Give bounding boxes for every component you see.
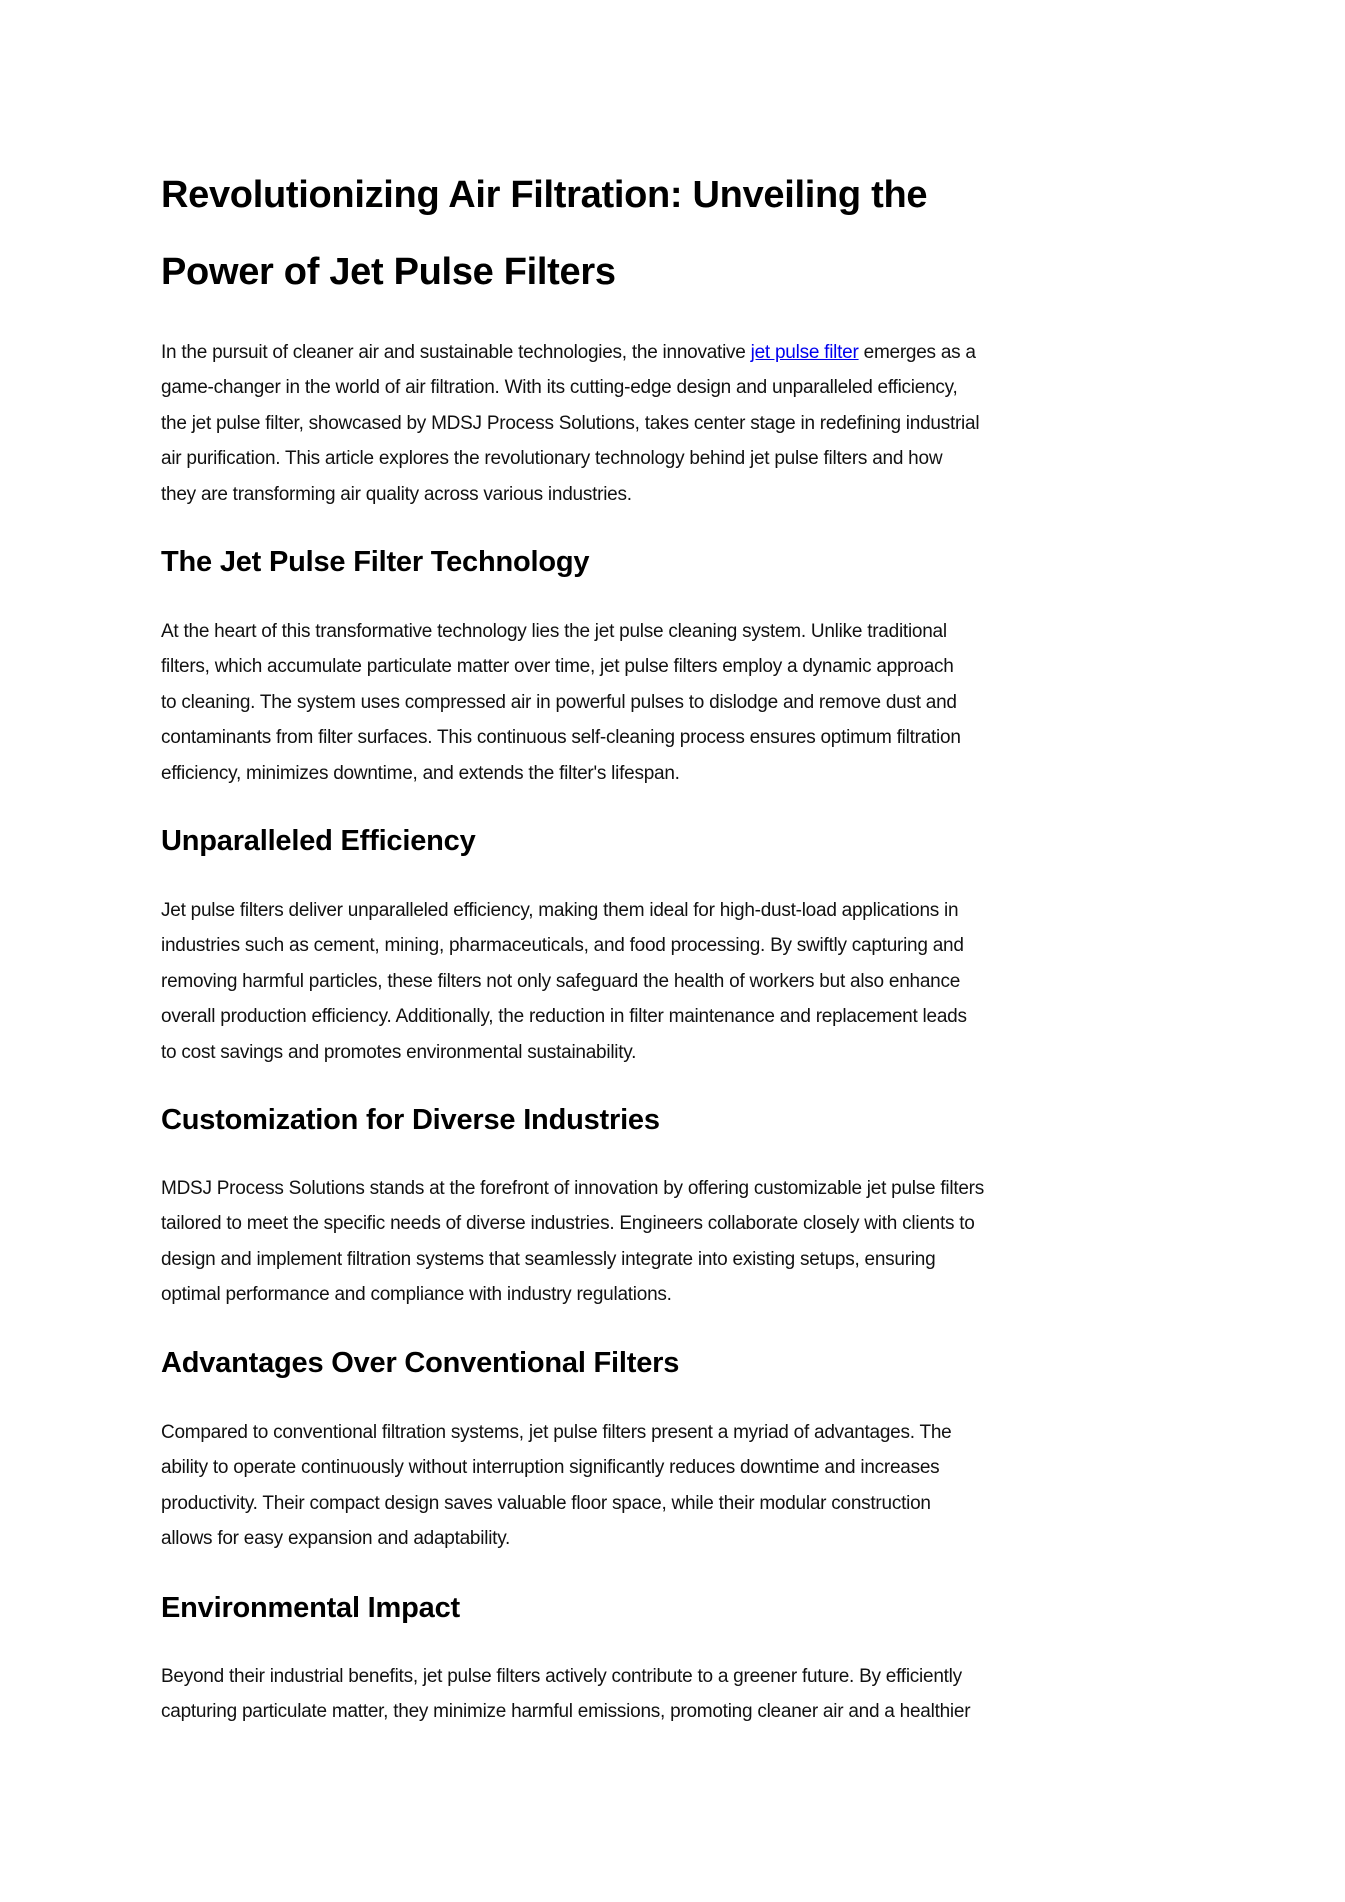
- section-paragraph-technology: [161, 614, 961, 791]
- paragraph-line: ability to operate continuously without interruption significantly reduces downtime and increases: [161, 1457, 940, 1479]
- paragraph-line: tailored to meet the specific needs of diverse industries. Engineers collaborate closely with clients to: [161, 1213, 975, 1235]
- paragraph-line: design and implement filtration systems that seamlessly integrate into existing setups, ensuring: [161, 1248, 936, 1270]
- paragraph-line: filters, which accumulate particulate matter over time, jet pulse filters employ a dynamic approach: [161, 656, 954, 678]
- section-paragraph-advantages: [161, 1415, 951, 1557]
- paragraph-line: productivity. Their compact design saves valuable floor space, while their modular construction: [161, 1492, 931, 1514]
- section-paragraph-efficiency: [161, 893, 967, 1070]
- paragraph-line: removing harmful particles, these filters not only safeguard the health of workers but also enhance: [161, 970, 961, 992]
- paragraph-line: game-changer in the world of air filtration. With its cutting-edge design and unparalleled efficiency,: [161, 377, 958, 399]
- page-title: [161, 157, 927, 311]
- paragraph-line: to cleaning. The system uses compressed air in powerful pulses to dislodge and remove dust and: [161, 691, 957, 713]
- paragraph-line: MDSJ Process Solutions stands at the forefront of innovation by offering customizable jet pulse filters: [161, 1178, 984, 1199]
- paragraph-line: [161, 335, 979, 370]
- paragraph-line: overall production efficiency. Additionally, the reduction in filter maintenance and replacement leads: [161, 1006, 967, 1028]
- title-line: Revolutionizing Air Filtration: Unveiling the: [161, 174, 928, 216]
- section-heading-technology: The Jet Pulse Filter Technology: [161, 546, 590, 578]
- paragraph-line: Compared to conventional filtration systems, jet pulse filters present a myriad of advantages. The: [161, 1422, 952, 1443]
- paragraph-line: optimal performance and compliance with industry regulations.: [161, 1284, 672, 1306]
- section-paragraph-environmental: [161, 1659, 970, 1730]
- paragraph-line: Beyond their industrial benefits, jet pulse filters actively contribute to a greener future. By efficiently: [161, 1666, 962, 1687]
- section-heading-customization: Customization for Diverse Industries: [161, 1104, 660, 1136]
- title-line: Power of Jet Pulse Filters: [161, 251, 616, 293]
- intro-paragraph: [161, 335, 979, 512]
- paragraph-line: they are transforming air quality across various industries.: [161, 483, 632, 505]
- intro-text: In the pursuit of cleaner air and sustainable technologies, the innovative: [161, 342, 751, 363]
- paragraph-line: efficiency, minimizes downtime, and extends the filter's lifespan.: [161, 762, 680, 784]
- section-heading-advantages: Advantages Over Conventional Filters: [161, 1347, 680, 1379]
- section-paragraph-customization: [161, 1171, 984, 1313]
- intro-text: emerges as a: [858, 342, 976, 363]
- paragraph-line: capturing particulate matter, they minimize harmful emissions, promoting cleaner air and a healthier: [161, 1701, 971, 1723]
- jet-pulse-filter-link[interactable]: jet pulse filter: [750, 342, 859, 363]
- section-heading-efficiency: Unparalleled Efficiency: [161, 825, 476, 857]
- paragraph-line: allows for easy expansion and adaptability.: [161, 1528, 511, 1550]
- paragraph-line: Jet pulse filters deliver unparalleled efficiency, making them ideal for high-dust-load applications in: [161, 900, 959, 921]
- paragraph-line: air purification. This article explores the revolutionary technology behind jet pulse filters and how: [161, 448, 943, 470]
- paragraph-line: industries such as cement, mining, pharmaceuticals, and food processing. By swiftly capturing and: [161, 935, 964, 957]
- paragraph-line: the jet pulse filter, showcased by MDSJ Process Solutions, takes center stage in redefining industrial: [161, 412, 980, 434]
- paragraph-line: to cost savings and promotes environmental sustainability.: [161, 1041, 637, 1063]
- section-heading-environmental: Environmental Impact: [161, 1592, 460, 1624]
- paragraph-line: contaminants from filter surfaces. This continuous self-cleaning process ensures optimum filtration: [161, 727, 961, 749]
- paragraph-line: At the heart of this transformative technology lies the jet pulse cleaning system. Unlike traditional: [161, 621, 947, 642]
